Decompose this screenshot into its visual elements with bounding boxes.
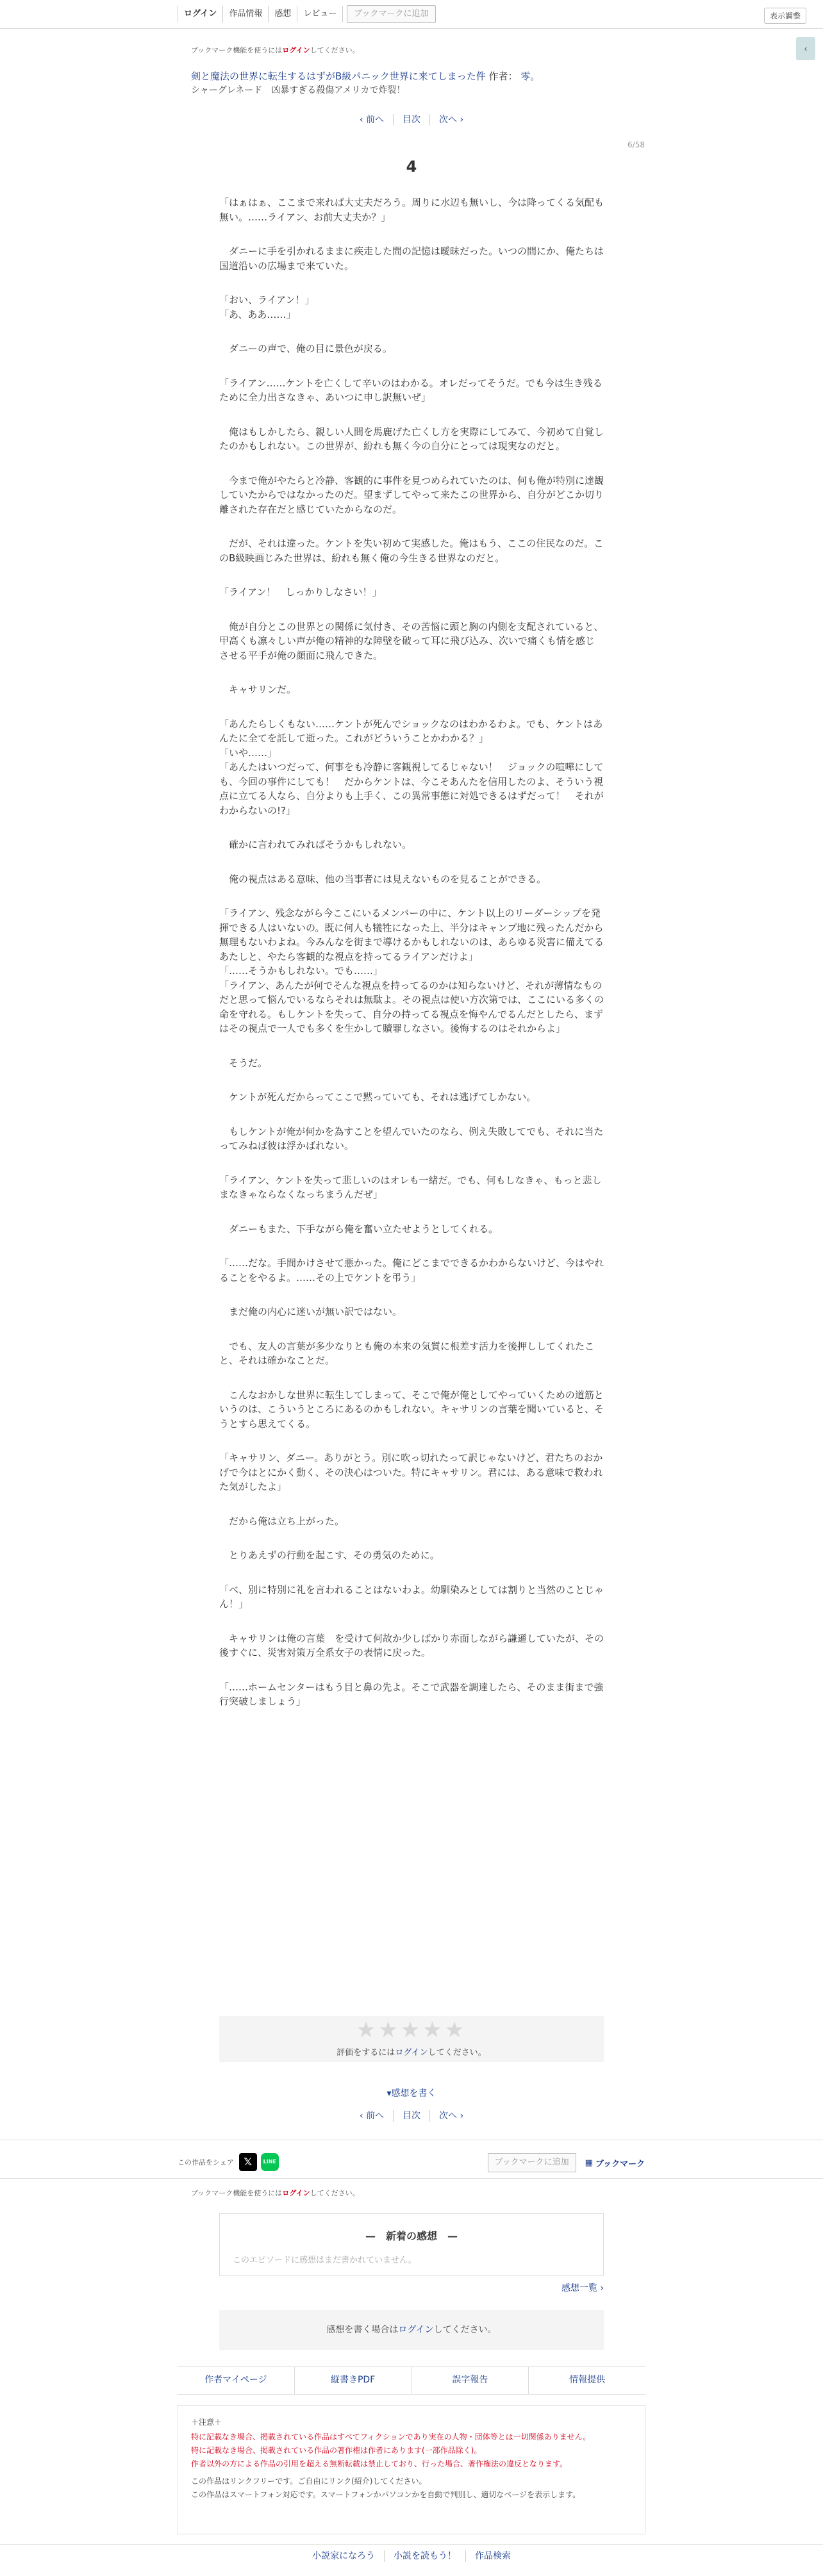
write-impression-link[interactable]: ▾感想を書く <box>387 2088 436 2099</box>
no-impressions-text: このエピソードに感想はまだ書かれていません。 <box>233 2256 417 2265</box>
typo-report-link[interactable]: 誤字報告 <box>412 2367 529 2394</box>
caution-line: 特に記載なき場合、掲載されている作品はすべてフィクションであり実在の人物・団体等とは一切関係ありません。 <box>191 2432 591 2441</box>
vertical-pdf-link[interactable]: 縦書きPDF <box>295 2367 412 2394</box>
display-settings-button[interactable]: 表示調整 <box>764 8 806 24</box>
share-label: この作品をシェア <box>178 2158 234 2167</box>
impression-login-box <box>219 2310 604 2350</box>
body-paragraph: 俺はもしかしたら、親しい人間を馬鹿げた亡くし方を実際にしてみて、今初めて自覚したのかもしれない。この世界が、紛れも無く今の自分にとっては現実なのだと。 <box>219 425 604 452</box>
body-paragraph: キャサリンだ。 <box>219 684 297 695</box>
impressions-link[interactable]: 感想 <box>269 6 297 22</box>
caution-note: この作品はスマートフォン対応です。スマートフォンかパソコンかを自動で判別し、適切なページを表示します。 <box>191 2490 581 2499</box>
info-provide-link[interactable]: 情報提供 <box>569 2375 606 2385</box>
notice-login-link-bottom[interactable]: ログイン <box>282 2189 310 2197</box>
prev-link-bottom[interactable]: ‹ 前へ <box>351 2110 394 2122</box>
body-paragraph: ケントが死んだからってここで黙っていても、それは逃げてしかない。 <box>219 1091 536 1103</box>
collapse-side-button[interactable]: ‹ <box>796 37 815 60</box>
work-header <box>191 69 540 83</box>
body-paragraph: もしケントが俺が何かを為すことを望んでいたのなら、例え失敗してでも、それに当たってみねば彼は浮かばれない。 <box>219 1125 604 1152</box>
line-share-icon[interactable]: LINE <box>261 2153 279 2171</box>
notice-post-bottom: してください。 <box>310 2189 360 2197</box>
body-paragraph: こんなおかしな世界に転生してしまって、そこで俺が俺としてやっていくための道筋というのは、こういうところにあるのかもしれない。キャサリンの言葉を聞いていると、そうとすら思えてくる。 <box>219 1389 604 1430</box>
body-paragraph: 「べ、別に特別に礼を言われることはないわよ。幼馴染みとしては割りと当然のことじゃん！」 <box>219 1583 604 1610</box>
caution-note: この作品はリンクフリーです。ご自由にリンク(紹介)してください。 <box>191 2477 427 2486</box>
caution-line: 特に記載なき場合、掲載されている作品の著作権は作者にあります(一部作品除く)。 <box>191 2446 482 2455</box>
next-link-bottom[interactable]: 次へ › <box>439 2111 464 2121</box>
body-paragraph: 俺の視点はある意味、他の当事者には見えないものを見ることができる。 <box>219 873 547 885</box>
rating-box <box>219 2016 604 2062</box>
episode-subtitle: シャーグレネード 凶暴すぎる殺傷アメリカで炸裂！ <box>191 85 406 95</box>
narou-link[interactable]: 小説家になろう <box>303 2550 385 2562</box>
login-box-link[interactable]: ログイン <box>398 2325 434 2335</box>
rating-login-text <box>219 2045 604 2058</box>
work-info-link[interactable]: 作品情報 <box>223 6 269 22</box>
bookmark-link[interactable]: ブックマーク <box>595 2159 645 2169</box>
login-link[interactable]: ログイン <box>178 6 223 22</box>
caution-line: 作者以外の方による作品の引用を超える無断転載は禁止しており、行った場合、著作権法の違反となります。 <box>191 2459 568 2468</box>
write-impression-wrap <box>0 2086 823 2099</box>
page-number: 6/58 <box>628 140 645 149</box>
bookmark-add-button-bottom[interactable]: ブックマークに追加 <box>488 2153 576 2172</box>
top-nav <box>178 5 436 23</box>
notice-login-link[interactable]: ログイン <box>282 46 310 54</box>
body-paragraph: でも、友人の言葉が多少なりとも俺の本来の気質に根差す活力を後押ししてくれたこと、それは確かなことだ。 <box>219 1340 595 1366</box>
body-paragraph: 「キャサリン、ダニー。ありがとう。別に吹っ切れたって訳じゃないけど、君たちのおかげで今はとにかく動く、その決心はついた。特にキャサリン。君には、ある意味で救われた気がしたよ」 <box>219 1452 603 1492</box>
body-paragraph: まだ俺の内心に迷いが無い訳ではない。 <box>219 1306 403 1317</box>
body-paragraph: キャサリンは俺の言葉 を受けて何故か少しばかり赤面しながら謙遜していたが、その後すぐに、災害対策万全系女子の表情に戻った。 <box>219 1632 604 1658</box>
bookmark-notice-bottom <box>191 2188 360 2198</box>
login-box-post: してください。 <box>433 2325 497 2335</box>
body-paragraph: 「ライアン、ケントを失って悲しいのはオレも一緒だ。でも、何もしなきゃ、もっと悲しまなきゃならなくなっちまうんだぜ」 <box>219 1174 602 1200</box>
bottom-nav <box>0 2550 823 2562</box>
body-paragraph: 「……だな。手間かけさせて悪かった。俺にどこまでできるかわからないけど、今はやれることをやるよ。……その上でケントを弔う」 <box>219 1257 604 1284</box>
body-paragraph: ダニーもまた、下手ながら俺を奮い立たせようとしてくれる。 <box>219 1223 499 1235</box>
footer-links <box>178 2366 645 2395</box>
caution-heading: ＋注意＋ <box>191 2418 222 2427</box>
next-link[interactable]: 次へ › <box>439 115 464 125</box>
body-paragraph: 「はぁはぁ、ここまで来れば大丈夫だろう。周りに水辺も無いし、今は降ってくる気配も無い。……ライアン、お前大丈夫か？」 <box>219 197 604 223</box>
episode-body <box>219 195 604 1729</box>
bookmark-notice <box>191 45 360 55</box>
bookmark-icon: ▦ <box>585 2158 593 2168</box>
impression-list-link[interactable]: 感想一覧 › <box>561 2283 604 2293</box>
body-paragraph: 「……ホームセンターはもう目と鼻の先よ。そこで武器を調達したら、そのまま街まで強行突破しましょう」 <box>219 1681 604 1707</box>
toc-link-bottom[interactable]: 目次 <box>394 2110 430 2122</box>
rating-stars[interactable]: ★★★★★ <box>356 2017 467 2043</box>
work-title-link[interactable]: 剣と魔法の世界に転生するはずがB級パニック世界に来てしまった件 <box>191 70 486 82</box>
notice-post: してください。 <box>310 46 360 54</box>
body-paragraph: 「あんたらしくもない……ケントが死んでショックなのはわかるわよ。でも、ケントはあんたに全てを託して逝った。これがどういうことかわかる？」 「いや……」 「あんたはいつだって、何事をも冷静に客観視してるじゃない！ ジョックの喧嘩にしても、今回の事件にしても！ だからケントは、今こそあんたを信用したのよ、そういう視点に立てる人なら、自分よりも上手く、この異常事態に対処できるはずだって！ それがわからないの!?」 <box>219 718 604 816</box>
body-paragraph: とりあえずの行動を起こす、その勇気のために。 <box>219 1549 440 1561</box>
author-mypage-link[interactable]: 作者マイページ <box>178 2367 295 2394</box>
notice-pre-bottom: ブックマーク機能を使うには <box>191 2189 283 2197</box>
notice-pre: ブックマーク機能を使うには <box>191 46 283 54</box>
bookmark-add-button[interactable]: ブックマークに追加 <box>347 5 435 23</box>
pager-top <box>0 114 823 126</box>
prev-link[interactable]: ‹ 前へ <box>351 114 394 126</box>
rating-pre: 評価をするには <box>337 2048 395 2058</box>
new-impressions-heading: — 新着の感想 — <box>365 2230 458 2242</box>
body-paragraph: 今まで俺がやたらと冷静、客観的に事件を見つめられていたのは、何も俺が特別に達観していたからではなかったのだ。望まずしてやって来たこの世界から、自分がどこか切り離された存在だと感じていたからなのだ。 <box>219 474 604 515</box>
share-bar <box>178 2153 279 2171</box>
episode-title: 4 <box>406 158 417 176</box>
divider <box>0 2178 823 2179</box>
body-paragraph: そうだ。 <box>219 1057 268 1069</box>
body-paragraph: だが、それは違った。ケントを失い初めて実感した。俺はもう、ここの住民なのだ。このB級映画じみた世界は、紛れも無く俺の今生きる世界なのだと。 <box>219 538 604 564</box>
yomou-link[interactable]: 小説を読もう！ <box>385 2550 466 2562</box>
author-label: 作者： <box>488 70 518 82</box>
new-impressions-box <box>219 2213 604 2276</box>
body-paragraph: 俺が自分とこの世界との関係に気付き、その苦悩に頭と胸の内側を支配されていると、甲高くも凛々しい声が俺の精神的な障壁を破って耳に飛び込み、次いで痛くも情を感じさせる平手が俺の顔面に飛んできた。 <box>219 620 604 661</box>
x-share-icon[interactable]: 𝕏 <box>239 2153 257 2171</box>
bookmark-area <box>488 2153 645 2172</box>
login-box-pre: 感想を書く場合は <box>326 2325 399 2335</box>
pager-bottom <box>0 2110 823 2122</box>
divider <box>0 2544 823 2545</box>
rating-login-link[interactable]: ログイン <box>395 2048 428 2058</box>
rating-post: してください。 <box>428 2048 486 2058</box>
top-bar <box>0 0 823 29</box>
author-link[interactable]: 零。 <box>520 70 540 82</box>
body-paragraph: だから俺は立ち上がった。 <box>219 1515 345 1527</box>
body-paragraph: 「ライアン……ケントを亡くして辛いのはわかる。オレだってそうだ。でも今は生き残るために全力出さなきゃ、あいつに申し訳無いぜ」 <box>219 377 603 403</box>
body-paragraph: 「おい、ライアン！」 「あ、ああ……」 <box>219 294 315 320</box>
body-paragraph: ダニーの声で、俺の目に景色が戻る。 <box>219 343 392 354</box>
search-link[interactable]: 作品検索 <box>475 2551 511 2561</box>
review-link[interactable]: レビュー <box>297 6 343 22</box>
body-paragraph: 確かに言われてみればそうかもしれない。 <box>219 839 412 850</box>
body-paragraph: ダニーに手を引かれるままに疾走した間の記憶は曖昧だった。いつの間にか、俺たちは国道沿いの広場まで来ていた。 <box>219 245 604 272</box>
caution-box <box>178 2405 645 2534</box>
body-paragraph: 「ライアン！ しっかりしなさい！」 <box>219 586 382 598</box>
toc-link[interactable]: 目次 <box>394 114 430 126</box>
body-paragraph: 「ライアン、残念ながら今ここにいるメンバーの中に、ケント以上のリーダーシップを発揮できる人はいないの。既に何人も犠牲になった上、半分はキャンプ地に残ったんだから無理もないわよね。今みんなを街まで導けるかもしれないのは、あらゆる災害に備えてるあたしと、やたら客観的な視点を持ってるライアンだけよ」 「……そうかもしれない。でも……」 「ライアン、あんたが何でそんな視点を持ってるのかは知らないけど、それが薄情なものだと思って悩んでいるならそれは無駄よ。その視点は使い方次第では、ここにいる多くの命を守れる。もしケントを失って、自分の持ってる視点を悔やんでるんだとしたら、まずはその視点で一人でも多くを生かして贖罪しなさい。後悔するのはそれからよ」 <box>219 907 604 1034</box>
